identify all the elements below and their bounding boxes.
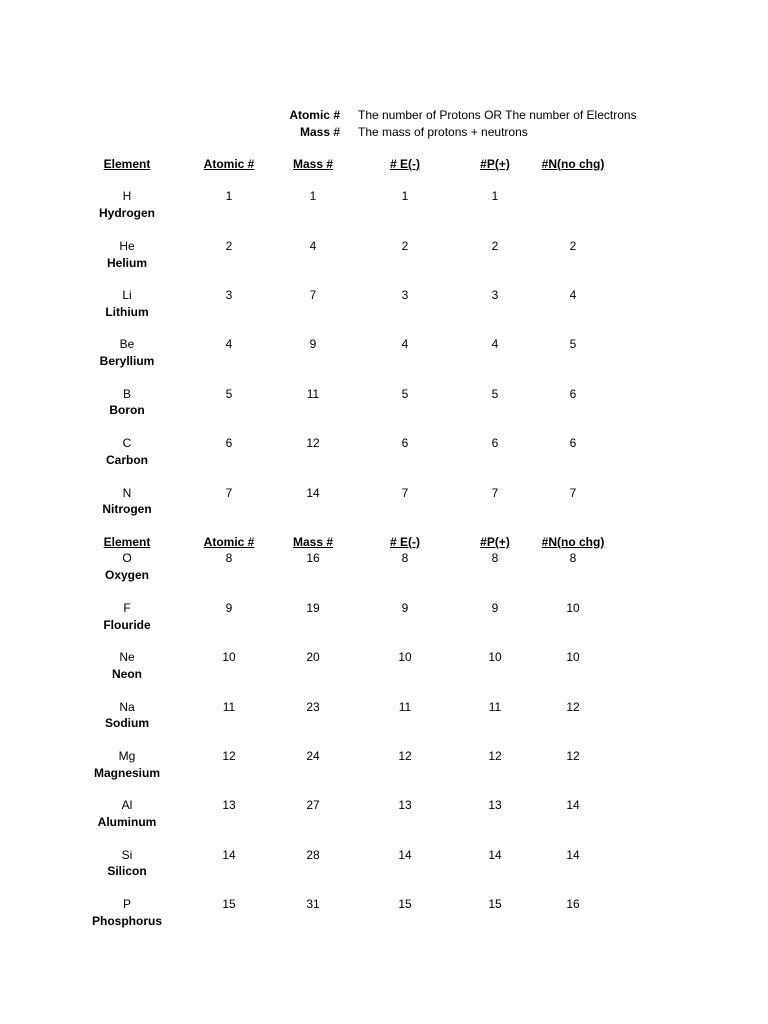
atomic-number: 1	[225, 189, 233, 203]
element-name: Carbon	[106, 453, 148, 467]
neutron-count: 5	[569, 337, 577, 351]
atomic-number: 7	[225, 486, 233, 500]
proton-count: 9	[491, 601, 499, 615]
element-symbol: Mg	[118, 749, 136, 763]
element-symbol: Na	[119, 700, 135, 714]
element-name: Phosphorus	[91, 914, 163, 928]
neutron-count: 4	[569, 288, 577, 302]
neutron-count: 14	[566, 798, 580, 812]
header-electrons: # E(-)	[390, 157, 420, 171]
header-element: Element	[103, 157, 151, 171]
electron-count: 1	[401, 189, 409, 203]
element-name: Boron	[109, 403, 145, 417]
proton-count: 14	[488, 848, 502, 862]
atomic-number: 12	[222, 749, 236, 763]
element-symbol: F	[123, 601, 131, 615]
neutron-count: 12	[566, 700, 580, 714]
element-symbol: N	[122, 486, 132, 500]
proton-count: 6	[491, 436, 499, 450]
electron-count: 4	[401, 337, 409, 351]
electron-count: 15	[398, 897, 412, 911]
neutron-count: 6	[569, 436, 577, 450]
mass-number: 11	[306, 387, 320, 401]
neutron-count: 10	[566, 601, 580, 615]
electron-count: 14	[398, 848, 412, 862]
proton-count: 12	[488, 749, 502, 763]
element-name: Silicon	[107, 864, 147, 878]
element-name: Oxygen	[104, 568, 150, 582]
proton-count: 10	[488, 650, 502, 664]
element-name: Sodium	[105, 716, 149, 730]
mass-number: 9	[309, 337, 317, 351]
electron-count: 2	[401, 239, 409, 253]
electron-count: 8	[401, 551, 409, 565]
mass-number: 23	[306, 700, 320, 714]
element-symbol: Li	[122, 288, 132, 302]
element-name: Flouride	[103, 618, 151, 632]
atomic-number: 9	[225, 601, 233, 615]
electron-count: 3	[401, 288, 409, 302]
element-symbol: O	[122, 551, 132, 565]
proton-count: 3	[491, 288, 499, 302]
neutron-count: 2	[569, 239, 577, 253]
element-name: Hydrogen	[98, 206, 156, 220]
mass-number: 19	[306, 601, 320, 615]
electron-count: 11	[398, 700, 412, 714]
mass-number: 16	[306, 551, 320, 565]
header-electrons: # E(-)	[390, 535, 420, 549]
atomic-number: 11	[222, 700, 236, 714]
mass-number: 24	[306, 749, 320, 763]
mass-number: 7	[309, 288, 317, 302]
proton-count: 13	[488, 798, 502, 812]
element-name: Helium	[106, 256, 148, 270]
element-symbol: H	[122, 189, 132, 203]
element-name: Neon	[112, 667, 142, 681]
mass-number: 12	[306, 436, 320, 450]
element-symbol: B	[122, 387, 132, 401]
neutron-count: 10	[566, 650, 580, 664]
neutron-count: 6	[569, 387, 577, 401]
atomic-number: 2	[225, 239, 233, 253]
neutron-count: 7	[569, 486, 577, 500]
neutron-count: 14	[566, 848, 580, 862]
definition-text: The mass of protons + neutrons	[358, 125, 528, 139]
atomic-number: 8	[225, 551, 233, 565]
electron-count: 12	[398, 749, 412, 763]
element-name: Lithium	[105, 305, 149, 319]
element-name: Nitrogen	[102, 502, 152, 516]
header-protons: #P(+)	[480, 157, 510, 171]
element-symbol: C	[122, 436, 132, 450]
electron-count: 7	[401, 486, 409, 500]
proton-count: 7	[491, 486, 499, 500]
mass-number: 1	[309, 189, 317, 203]
element-name: Beryllium	[99, 354, 155, 368]
element-symbol: He	[119, 239, 135, 253]
header-element: Element	[103, 535, 151, 549]
header-mass: Mass #	[292, 535, 334, 549]
atomic-number: 10	[222, 650, 236, 664]
electron-count: 13	[398, 798, 412, 812]
element-symbol: P	[122, 897, 132, 911]
header-atomic: Atomic #	[203, 535, 255, 549]
electron-count: 5	[401, 387, 409, 401]
atomic-number: 13	[222, 798, 236, 812]
proton-count: 1	[491, 189, 499, 203]
proton-count: 4	[491, 337, 499, 351]
header-atomic: Atomic #	[203, 157, 255, 171]
element-name: Magnesium	[93, 766, 161, 780]
mass-number: 14	[306, 486, 320, 500]
neutron-count: 12	[566, 749, 580, 763]
proton-count: 8	[491, 551, 499, 565]
atomic-number: 14	[222, 848, 236, 862]
neutron-count: 8	[569, 551, 577, 565]
proton-count: 11	[488, 700, 502, 714]
mass-number: 28	[306, 848, 320, 862]
mass-number: 20	[306, 650, 320, 664]
definition-term: Mass #	[299, 125, 340, 139]
proton-count: 5	[491, 387, 499, 401]
element-name: Aluminum	[97, 815, 157, 829]
electron-count: 9	[401, 601, 409, 615]
atomic-number: 15	[222, 897, 236, 911]
mass-number: 4	[309, 239, 317, 253]
electron-count: 6	[401, 436, 409, 450]
element-symbol: Be	[119, 337, 135, 351]
atomic-number: 6	[225, 436, 233, 450]
header-neutrons: #N(no chg)	[541, 157, 605, 171]
neutron-count: 16	[566, 897, 580, 911]
definition-term: Atomic #	[289, 108, 340, 122]
atomic-number: 4	[225, 337, 233, 351]
mass-number: 27	[306, 798, 320, 812]
element-symbol: Si	[121, 848, 133, 862]
definition-text: The number of Protons OR The number of Electrons	[358, 108, 637, 122]
atomic-number: 3	[225, 288, 233, 302]
header-mass: Mass #	[292, 157, 334, 171]
header-protons: #P(+)	[480, 535, 510, 549]
atomic-number: 5	[225, 387, 233, 401]
electron-count: 10	[398, 650, 412, 664]
element-symbol: Ne	[119, 650, 135, 664]
header-neutrons: #N(no chg)	[541, 535, 605, 549]
mass-number: 31	[306, 897, 320, 911]
element-symbol: Al	[121, 798, 133, 812]
proton-count: 2	[491, 239, 499, 253]
proton-count: 15	[488, 897, 502, 911]
